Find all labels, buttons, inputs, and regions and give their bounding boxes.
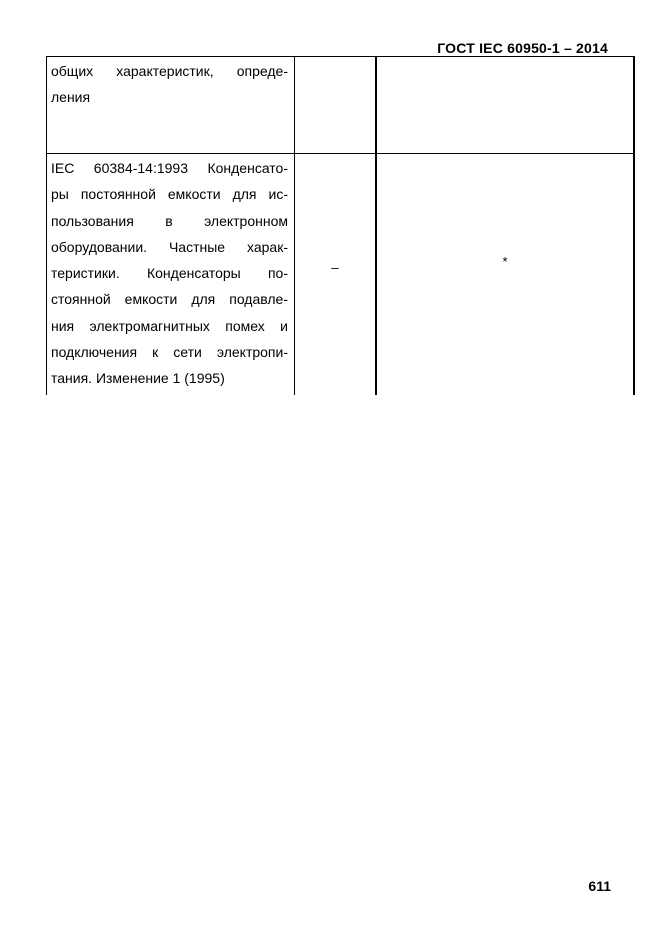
cell-line: оборудовании. Частные харак- — [51, 238, 288, 255]
cell-line: общих характеристик, опреде- — [51, 63, 288, 79]
degree-cell — [376, 57, 634, 154]
table-row — [47, 57, 635, 154]
cell-line: тания. Изменение 1 (1995) — [51, 370, 225, 387]
dash-mark: – — [331, 260, 339, 275]
cell-line: ления — [51, 89, 91, 106]
designation-cell — [295, 57, 377, 154]
page-number: 611 — [588, 878, 611, 894]
cell-line: стоянной емкости для подавле- — [51, 291, 288, 308]
degree-cell — [376, 154, 634, 396]
cell-line: ры постоянной емкости для ис- — [51, 186, 288, 203]
cell-line: IEC 60384-14:1993 Конденсато- — [51, 160, 288, 176]
cell-line: подключения к сети электропи- — [51, 344, 288, 361]
standard-title-cell — [47, 57, 295, 154]
standard-title-cell — [47, 154, 295, 396]
document-header: ГОСТ IEC 60950-1 – 2014 — [437, 40, 608, 56]
table-row — [47, 154, 635, 396]
cell-line: теристики. Конденсаторы по- — [51, 265, 288, 282]
cell-line: пользования в электронном — [51, 212, 288, 229]
designation-cell — [295, 154, 377, 396]
cell-line: ния электромагнитных помех и — [51, 317, 288, 334]
asterisk-mark: * — [502, 254, 508, 269]
standards-table — [46, 56, 635, 395]
